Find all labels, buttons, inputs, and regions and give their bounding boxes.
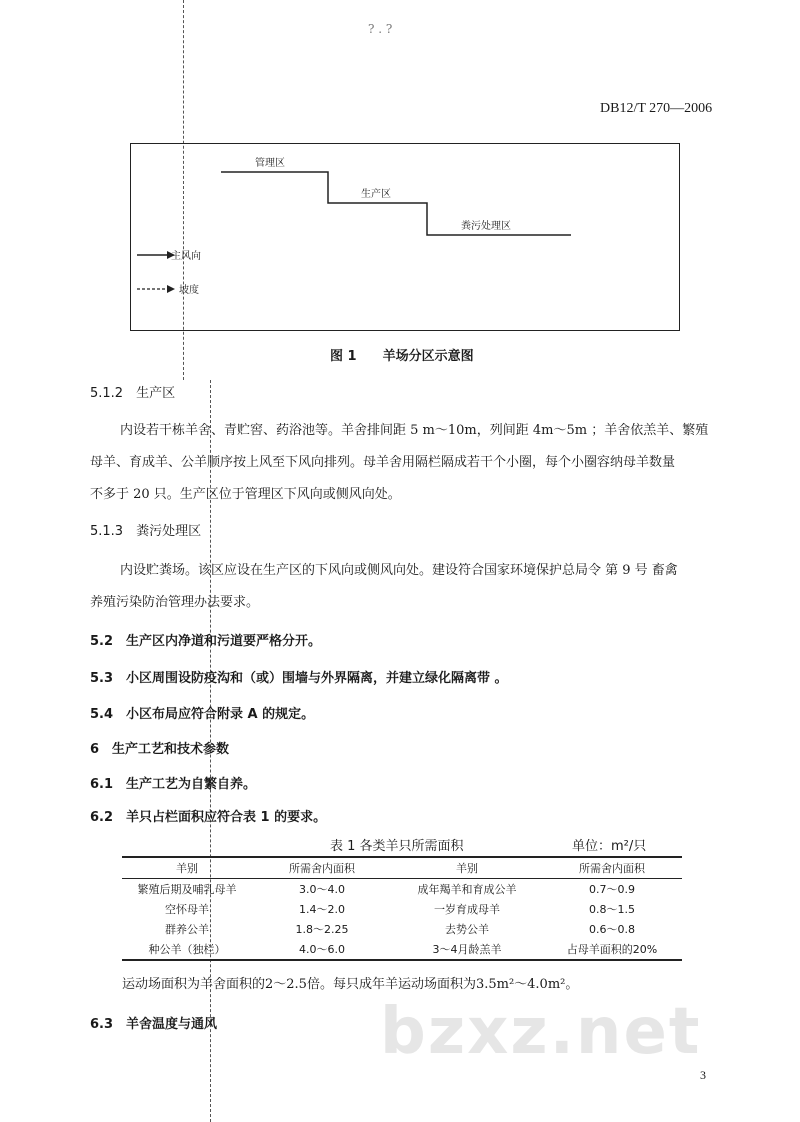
section-5-1-3-line-1: 内设贮粪场。该区应设在生产区的下风向或侧风向处。建设符合国家环境保护总局令 第 9 号 畜禽 xyxy=(120,563,678,578)
table-cell: 0.6～0.8 xyxy=(589,923,635,936)
table-cell: 成年羯羊和育成公羊 xyxy=(417,883,517,896)
section-5-1-3-line-2: 养殖污染防治管理办法要求。 xyxy=(90,595,260,610)
table-1-unit: 单位：m²/只 xyxy=(572,839,647,854)
document-code: DB12/T 270—2006 xyxy=(600,101,713,116)
table-cell: 3.0～4.0 xyxy=(299,883,345,896)
section-5-1-2-line-2: 母羊、育成羊、公羊顺序按上风至下风向排列。母羊舍用隔栏隔成若干个小圈，每个小圈容纳母羊数量 xyxy=(90,455,676,470)
arrow-label-slope: 坡度 xyxy=(179,285,199,296)
zoning-diagram xyxy=(130,143,680,331)
watermark: bzxz.net xyxy=(380,995,702,1069)
zone-label-management: 管理区 xyxy=(255,158,285,169)
section-6-3: 6.3 羊舍温度与通风 xyxy=(90,1017,218,1032)
table-cell: 群养公羊 xyxy=(165,923,209,936)
section-5-1-2-heading: 5.1.2 生产区 xyxy=(90,386,176,401)
zone-label-production: 生产区 xyxy=(361,189,391,200)
table-row xyxy=(122,899,682,919)
section-5-1-2-line-1: 内设若干栋羊舍、青贮窖、药浴池等。羊舍排间距 5 m～10m，列间距 4m～5m ；羊舍依羔羊、繁殖 xyxy=(120,423,709,438)
table-cell: 4.0～6.0 xyxy=(299,943,345,956)
terrain-step-line xyxy=(221,172,571,235)
arrow-label-wind: 主风向 xyxy=(171,251,201,262)
table-cell: 0.8～1.5 xyxy=(589,903,635,916)
table-header-cell: 所需舍内面积 xyxy=(252,857,392,879)
table-header-cell: 所需舍内面积 xyxy=(542,857,682,879)
section-5-4: 5.4 小区布局应符合附录 A 的规定。 xyxy=(90,707,315,722)
table-cell: 3～4月龄羔羊 xyxy=(432,943,502,956)
slope-arrow-head xyxy=(167,285,175,293)
table-1-note: 运动场面积为羊舍面积的2～2.5倍。每只成年羊运动场面积为3.5m²～4.0m²。 xyxy=(122,977,579,992)
table-header-cell: 羊别 xyxy=(122,857,252,879)
table-cell: 繁殖后期及哺乳母羊 xyxy=(137,883,237,896)
table-row xyxy=(122,919,682,939)
zoning-diagram-lines xyxy=(131,144,681,332)
table-row xyxy=(122,879,682,900)
table-cell: 种公羊（独栏） xyxy=(148,943,226,956)
page-number: 3 xyxy=(700,1068,706,1082)
figure-caption: 图 1 羊场分区示意图 xyxy=(330,349,474,364)
section-5-1-2-line-3: 不多于 20 只。生产区位于管理区下风向或侧风向处。 xyxy=(90,487,401,502)
section-5-2: 5.2 生产区内净道和污道要严格分开。 xyxy=(90,634,322,649)
table-cell: 去势公羊 xyxy=(445,923,489,936)
table-cell: 1.4～2.0 xyxy=(299,903,345,916)
section-5-1-3-heading: 5.1.3 粪污处理区 xyxy=(90,524,202,539)
table-1 xyxy=(122,856,682,961)
table-header-cell: 羊别 xyxy=(392,857,542,879)
table-cell: 0.7～0.9 xyxy=(589,883,635,896)
zone-label-waste: 粪污处理区 xyxy=(461,221,511,232)
table-1-title: 表 1 各类羊只所需面积 xyxy=(330,839,464,854)
table-row xyxy=(122,939,682,960)
top-mark: ? . ? xyxy=(368,22,393,36)
section-6-1: 6.1 生产工艺为自繁自养。 xyxy=(90,777,257,792)
section-5-3: 5.3 小区周围设防疫沟和（或）围墙与外界隔离，并建立绿化隔离带 。 xyxy=(90,671,508,686)
table-cell: 空怀母羊 xyxy=(165,903,209,916)
table-cell: 占母羊面积的20% xyxy=(566,943,658,956)
table-cell: 1.8～2.25 xyxy=(295,923,349,936)
table-header-row xyxy=(122,857,682,879)
section-6-2: 6.2 羊只占栏面积应符合表 1 的要求。 xyxy=(90,810,327,825)
table-cell: 一岁育成母羊 xyxy=(434,903,500,916)
section-6-heading: 6 生产工艺和技术参数 xyxy=(90,742,230,757)
